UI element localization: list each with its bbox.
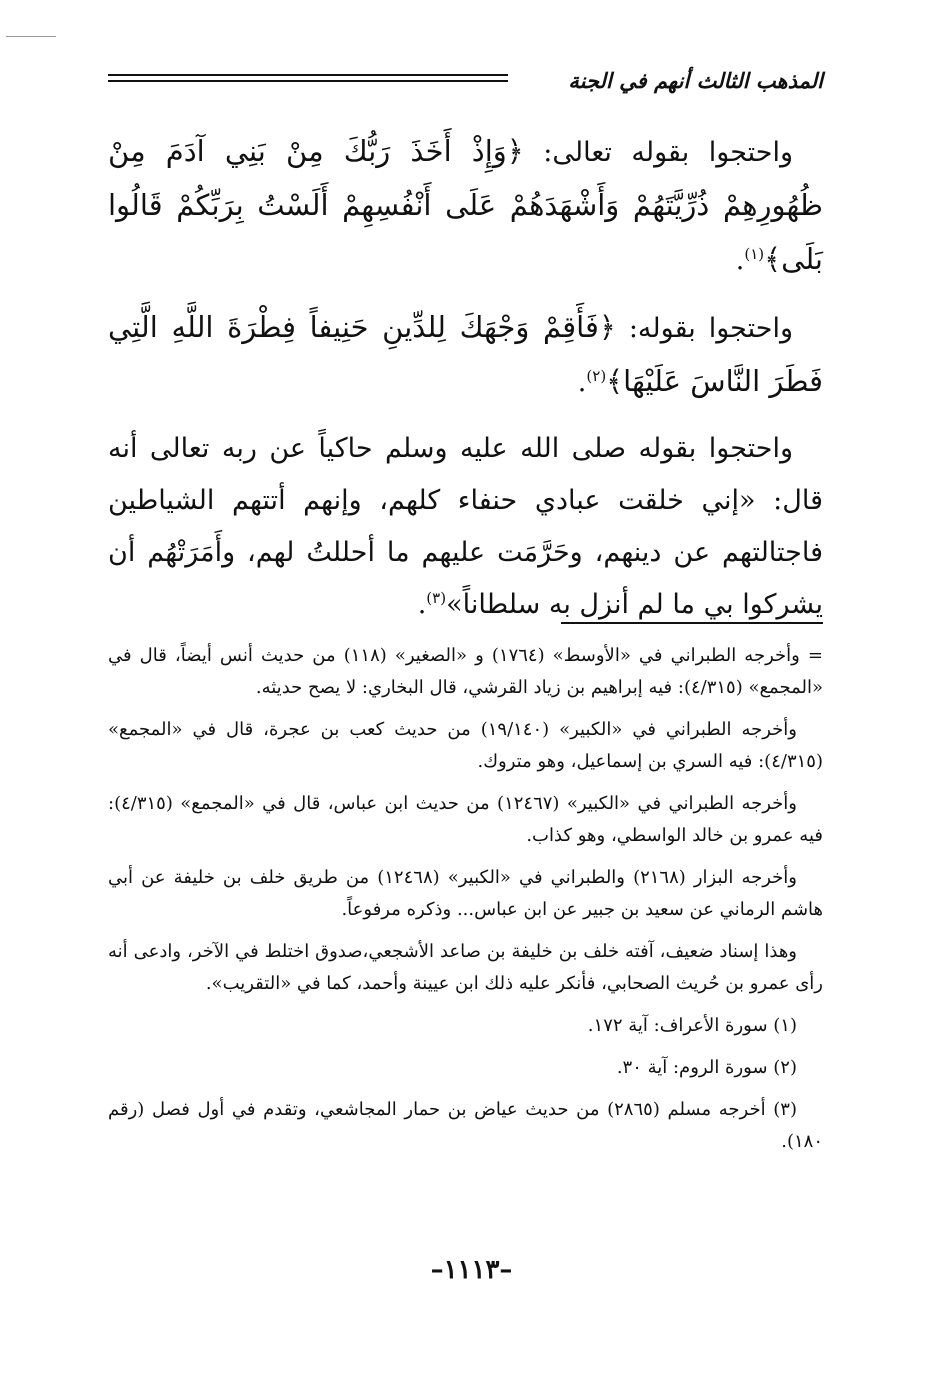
paragraph-lead: واحتجوا بقوله صلى الله عليه وسلم حاكياً عن ربه تعالى أنه قال: «إني خلقت عبادي حنفاء كلهم، وإنهم أتتهم الشياطين فاجتالتهم عن دينهم، وحَرَّمَت عليهم ما أحللتُ لهم، وأَمَرَتْهُم أن يشركوا بي ما لم أنزل به سلطاناً» xyxy=(108,433,824,620)
footnote: وأخرجه الطبراني في «الكبير» (١٩/١٤٠) من حديث كعب بن عجرة، قال في «المجمع» (٤/٣١٥): فيه السري بن إسماعيل، وهو متروك. xyxy=(108,719,823,772)
footnote-ref: (٢) xyxy=(586,367,607,385)
paragraph-lead: واحتجوا بقوله: xyxy=(615,313,793,344)
quran-verse: ﴿فَأَقِمْ وَجْهَكَ لِلدِّينِ حَنِيفاً فِطْرَةَ اللَّهِ الَّتِي فَطَرَ النَّاسَ عَلَيْهَا﴾ xyxy=(108,310,823,398)
header-rules xyxy=(108,74,508,86)
paragraph-end: . xyxy=(417,589,427,620)
footnote-ref: (٣) xyxy=(426,589,447,607)
paragraph-1 xyxy=(108,125,823,287)
footnote-divider xyxy=(561,622,823,624)
page-number: –١١١٣– xyxy=(430,1255,513,1285)
corner-mark xyxy=(6,36,56,37)
footnote: وهذا إسناد ضعيف، آفته خلف بن خليفة بن صاعد الأشجعي،صدوق اختلط في الآخر، وادعى أنه رأى عمرو بن حُريث الصحابي، فأنكر عليه ذلك ابن عيينة وأحمد، كما في «التقريب». xyxy=(108,941,823,994)
header-title: المذهب الثالث أنهم في الجنة xyxy=(568,68,823,93)
footnotes xyxy=(108,640,823,1168)
paragraph-2 xyxy=(108,301,823,409)
footnote: وأخرجه البزار (٢١٦٨) والطبراني في «الكبير» (١٢٤٦٨) من طريق خلف بن خليفة عن أبي هاشم الرماني عن سعيد بن جبير عن ابن عباس... وذكره مرفوعاً. xyxy=(108,867,823,920)
paragraph-lead: واحتجوا بقوله تعالى: xyxy=(523,137,793,168)
footnote-3: (٣) أخرجه مسلم (٢٨٦٥) من حديث عياض بن حمار المجاشعي، وتقدم في أول فصل (رقم ١٨٠). xyxy=(108,1099,823,1152)
footnote-2: (٢) سورة الروم: آية ٣٠. xyxy=(616,1057,797,1078)
footnote-ref: (١) xyxy=(744,245,765,263)
running-header xyxy=(108,68,823,98)
paragraph-3 xyxy=(108,423,823,631)
quran-verse: ﴿وَإِذْ أَخَذَ رَبُّكَ مِنْ بَنِي آدَمَ مِنْ ظُهُورِهِمْ ذُرِّيَّتَهُمْ وَأَشْهَدَهُمْ عَلَى أَنْفُسِهِمْ أَلَسْتُ بِرَبِّكُمْ قَالُوا بَلَى﴾ xyxy=(108,134,823,276)
footnote: وأخرجه الطبراني في «الكبير» (١٢٤٦٧) من حديث ابن عباس، قال في «المجمع» (٤/٣١٥): فيه عمرو بن خالد الواسطي، وهو كذاب. xyxy=(108,793,823,846)
paragraph-end: . xyxy=(735,245,745,276)
paragraph-end: . xyxy=(577,367,587,398)
footnote-continuation: = وأخرجه الطبراني في «الأوسط» (١٧٦٤) و «الصغير» (١١٨) من حديث أنس أيضاً، قال في «المجمع» (٤/٣١٥): فيه إبراهيم بن زياد القرشي، قال البخاري: لا يصح حديثه. xyxy=(108,645,823,698)
main-text xyxy=(108,125,823,645)
footnote-1: (١) سورة الأعراف: آية ١٧٢. xyxy=(587,1015,797,1036)
